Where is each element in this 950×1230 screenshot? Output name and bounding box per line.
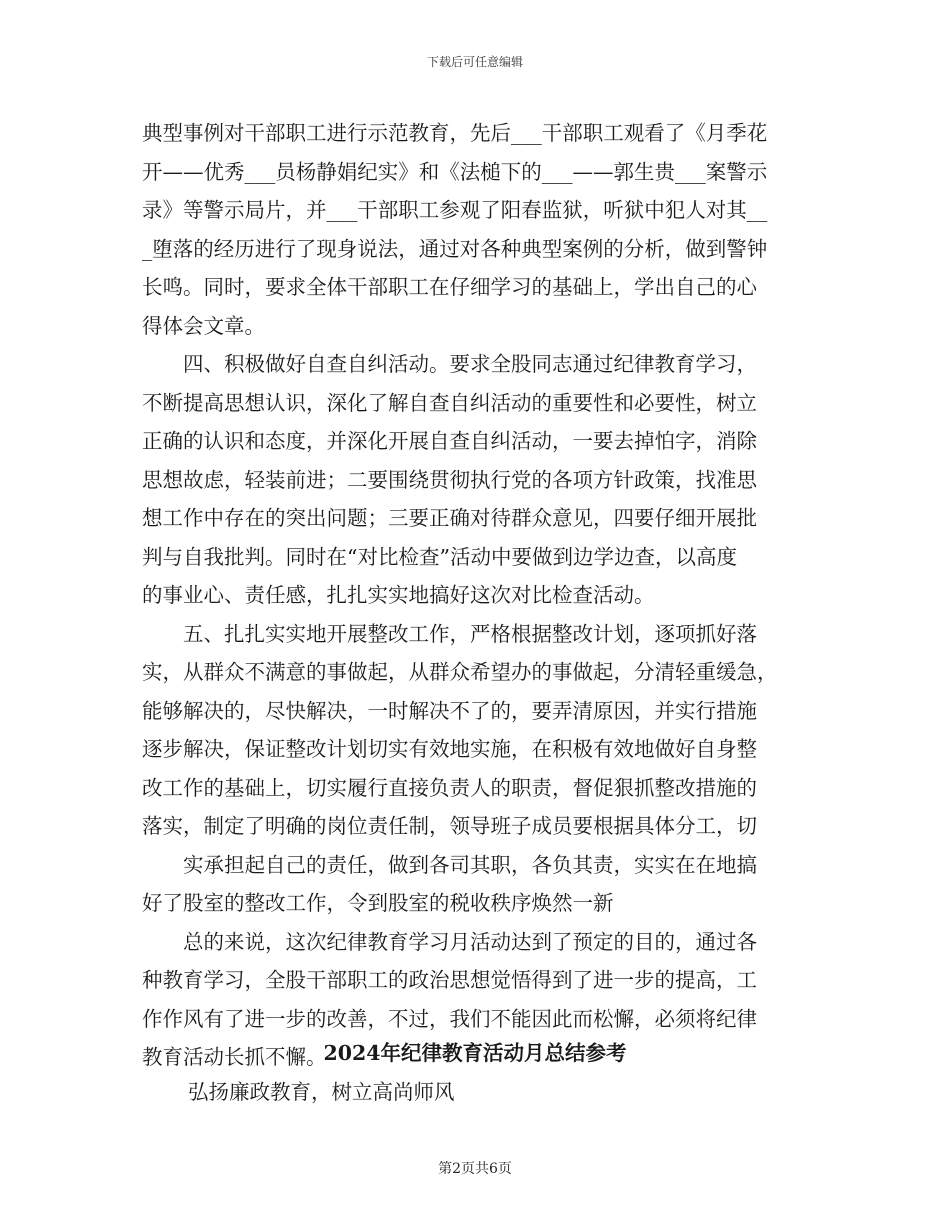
text-line: _堕落的经历进行了现身说法，通过对各种典型案例的分析，做到警钟 [142,236,768,261]
text-line: 的事业心、责任感，扎扎实实地搞好这次对比检查活动。 [142,583,655,607]
text-line: 能够解决的，尽快解决，一时解决不了的，要弄清原因，并实行措施 [142,698,757,723]
page-header: 下载后可任意编辑 [426,55,523,69]
text-line: 好了股室的整改工作，令到股室的税收秩序焕然一新 [142,891,614,915]
text-line: 五、扎扎实实地开展整改工作，严格根据整改计划，逐项抓好落 [142,621,757,646]
text-line: 长鸣。同时，要求全体干部职工在仔细学习的基础上，学出自己的心 [142,275,757,299]
text-line: 不断提高思想认识，深化了解自查自纠活动的重要性和必要性，树立 [142,390,757,415]
text-line: 实，从群众不满意的事做起，从群众希望办的事做起，分清轻重缓急， [142,660,778,684]
section-title: 2024年纪律教育活动月总结参考 [323,1041,627,1065]
text-line: 想工作中存在的突出问题；三要正确对待群众意见，四要仔细开展批 [142,506,757,530]
document-body [142,114,812,1077]
text-line: 四、积极做好自查自纠活动。要求全股同志通过纪律教育学习， [142,352,757,376]
text-line: 种教育学习，全股干部职工的政治思想觉悟得到了进一步的提高，工 [142,968,757,992]
text-line: 总的来说，这次纪律教育学习月活动达到了预定的目的，通过各 [142,929,757,954]
page-footer: 第2页共6页 [438,1161,512,1177]
subtitle-line: 弘扬廉政教育，树立高尚师风 [188,1080,455,1104]
text-line: 开——优秀___员杨静娟纪实》和《法槌下的___——郭生贵___案警示 [142,159,768,184]
text-line: 正确的认识和态度，并深化开展自查自纠活动，一要去掉怕字，消除 [142,429,757,453]
text-line: 得体会文章。 [142,313,265,338]
text-line: 作作风有了进一步的改善，不过，我们不能因此而松懈，必须将纪律 [142,1006,757,1031]
text-line: 判与自我批判。同时在“对比检查”活动中要做到边学边查，以高度 [142,544,737,569]
text-line: 落实，制定了明确的岗位责任制，领导班子成员要根据具体分工，切 [142,814,757,838]
text-line: 思想故虑，轻装前进；二要围绕贯彻执行党的各项方针政策，找准思 [142,467,757,492]
text-line: 典型事例对干部职工进行示范教育，先后___干部职工观看了《月季花 [142,121,768,145]
text-line: 录》等警示局片，并___干部职工参观了阳春监狱，听狱中犯人对其__ [142,198,768,222]
text-line: 教育活动长抓不懈。 [142,1045,327,1069]
text-line: 实承担起自己的责任，做到各司其职，各负其责，实实在在地搞 [142,852,757,877]
text-line: 改工作的基础上，切实履行直接负责人的职责，督促狠抓整改措施的 [142,775,757,800]
text-line: 逐步解决，保证整改计划切实有效地实施，在积极有效地做好自身整 [142,737,757,761]
